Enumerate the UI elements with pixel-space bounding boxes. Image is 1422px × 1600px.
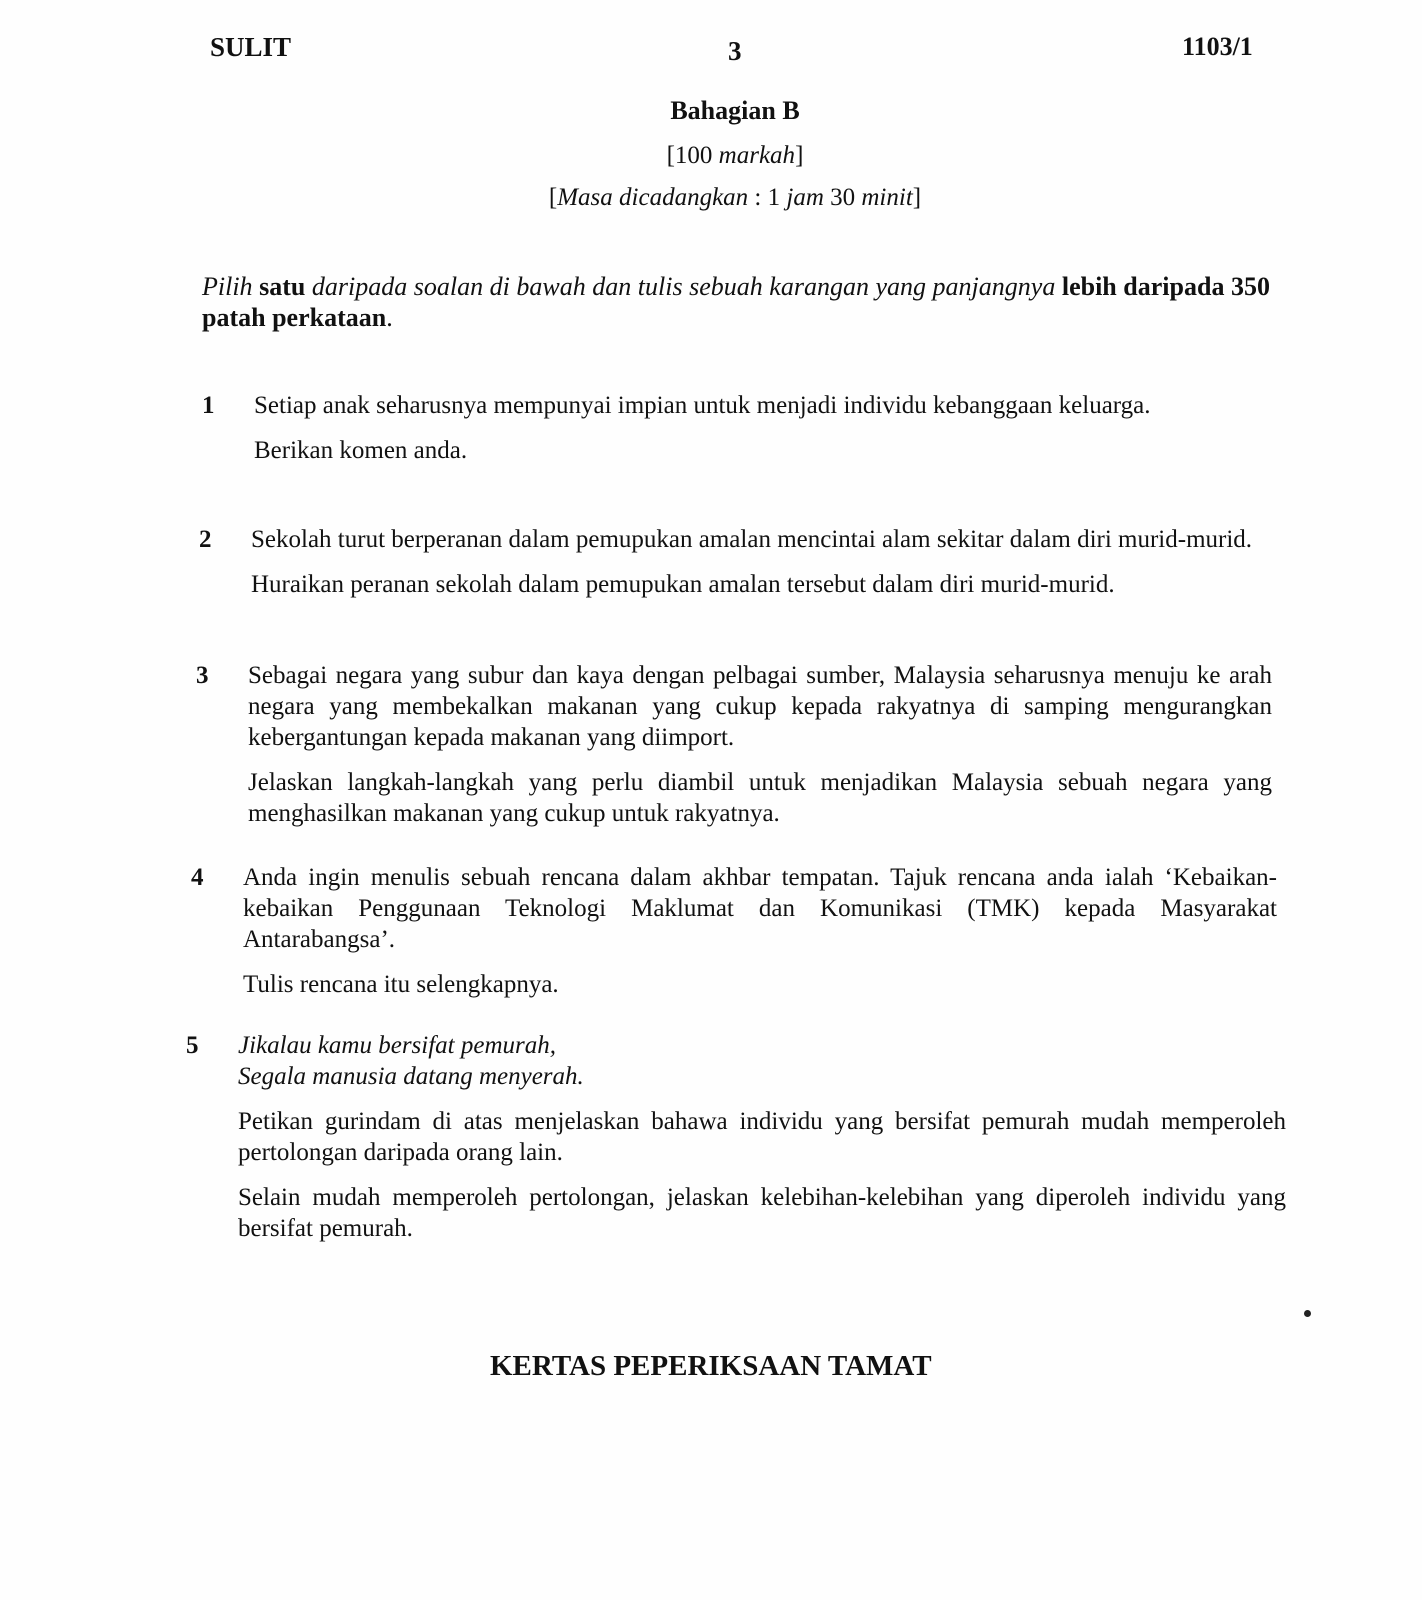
question-text: Setiap anak seharusnya mempunyai impian untuk menjadi individu kebanggaan keluarga.: [254, 392, 1151, 419]
time-num: 30: [823, 184, 862, 211]
question-task: Berikan komen anda.: [254, 437, 468, 464]
question-text: Anda ingin menulis sebuah rencana dalam akhbar tempatan. Tajuk rencana anda ialah ‘Kebaikan-kebaikan Penggunaan Teknologi Maklumat dan Komunikasi (TMK) kepada Masyarakat Antarabangsa’.: [243, 864, 1277, 953]
page-number: 3: [728, 36, 742, 66]
verse-line-2: Segala manusia datang menyerah.: [238, 1063, 584, 1090]
speck-mark: [1304, 1310, 1311, 1317]
question-task: Jelaskan langkah-langkah yang perlu diambil untuk menjadikan Malaysia sebuah negara yang menghasilkan makanan yang cukup untuk rakyatnya.: [248, 769, 1272, 827]
instruction-part4: lebih daripada 350 patah perkataan: [202, 272, 1270, 332]
paper-code: 1103/1: [1182, 32, 1253, 61]
instruction-text: [202, 271, 1270, 333]
question-number: 4: [191, 864, 204, 891]
question-number: 5: [186, 1032, 199, 1059]
instruction-part5: .: [386, 303, 393, 332]
time-minit: minit: [861, 184, 913, 211]
time-open: [: [548, 184, 558, 211]
question-5: [186, 1030, 1286, 1258]
instruction-part3: daripada soalan di bawah dan tulis sebuah karangan yang panjangnya: [305, 272, 1062, 301]
question-text: Petikan gurindam di atas menjelaskan bahawa individu yang bersifat pemurah mudah memperoleh pertolongan daripada orang lain.: [238, 1108, 1286, 1166]
question-2: [199, 524, 1271, 614]
question-1: [202, 390, 1268, 480]
gurindam-verse: [238, 1030, 1286, 1092]
question-task: Huraikan peranan sekolah dalam pemupukan amalan tersebut dalam diri murid-murid.: [251, 571, 1115, 598]
section-title: Bahagian B: [670, 96, 800, 125]
verse-line-1: Jikalau kamu bersifat pemurah,: [238, 1032, 557, 1059]
instruction-part1: Pilih: [202, 272, 260, 301]
question-text: Sebagai negara yang subur dan kaya dengan pelbagai sumber, Malaysia seharusnya menuju ke arah negara yang membekalkan makanan yang cukup kepada rakyatnya di samping mengurangkan kebergantungan kepada makanan yang diimport.: [248, 662, 1272, 751]
marks-word: markah: [718, 142, 796, 169]
question-text: Sekolah turut berperanan dalam pemupukan amalan mencintai alam sekitar dalam diri murid-murid.: [251, 526, 1253, 553]
marks-close: ]: [795, 142, 804, 169]
question-task: Selain mudah memperoleh pertolongan, jelaskan kelebihan-kelebihan yang diperoleh individu yang bersifat pemurah.: [238, 1184, 1286, 1242]
suggested-time: [460, 184, 1010, 212]
section-marks: [560, 142, 910, 170]
question-task: Tulis rencana itu selengkapnya.: [243, 971, 559, 998]
question-4: [191, 862, 1277, 1014]
marks-open: [100: [666, 142, 719, 169]
question-number: 3: [196, 662, 209, 689]
header-classification: SULIT: [210, 32, 292, 62]
exam-end-text: KERTAS PEPERIKSAAN TAMAT: [490, 1350, 932, 1382]
time-jam: jam: [786, 184, 824, 211]
time-sep: : 1: [748, 184, 787, 211]
question-number: 1: [202, 392, 215, 419]
time-label: Masa dicadangkan: [557, 184, 749, 211]
instruction-part2: satu: [259, 272, 306, 301]
question-number: 2: [199, 526, 212, 553]
question-3: [196, 660, 1272, 843]
time-close: ]: [912, 184, 922, 211]
